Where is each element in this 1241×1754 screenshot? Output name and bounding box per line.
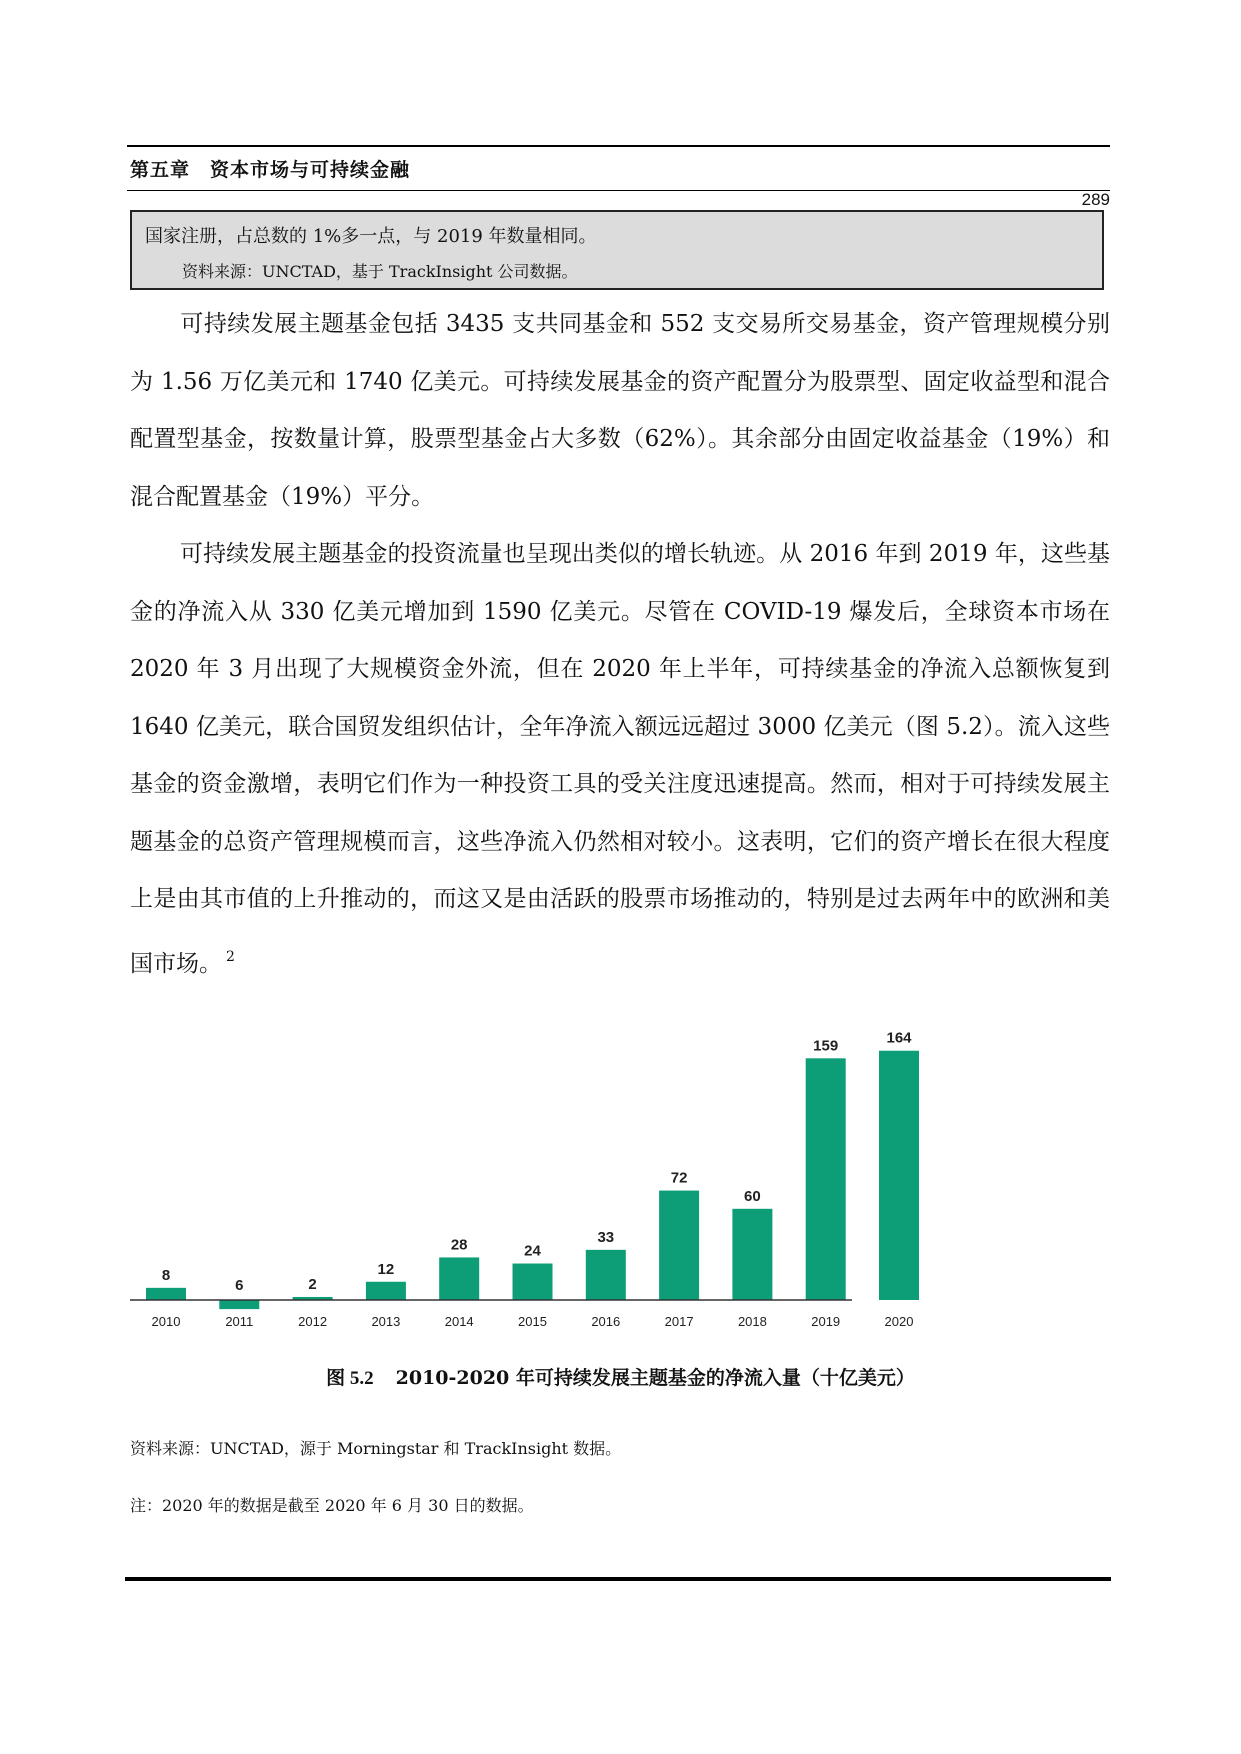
x-tick-2018: 2018 (737, 1314, 767, 1329)
paragraph-1 (130, 296, 1110, 526)
footnote-marker: 2 (226, 948, 235, 965)
data-label-2018: 60 (744, 1187, 761, 1205)
data-label-2011: 6 (235, 1277, 244, 1294)
data-label-2010: 8 (161, 1266, 171, 1284)
data-label-2020: 164 (886, 1029, 912, 1047)
page-number: 289 (1081, 190, 1110, 209)
x-tick-2017: 2017 (664, 1314, 694, 1329)
footer-rule (125, 1577, 1111, 1581)
bar-2015 (513, 1264, 553, 1300)
bar-2013 (366, 1282, 406, 1300)
data-label-2012: 2 (308, 1275, 317, 1293)
box-text: 国家注册，占总数的 1%多一点，与 2019 年数量相同。 (145, 226, 597, 247)
header-top-rule (127, 145, 1110, 147)
bar-2020 (879, 1051, 919, 1300)
bar-2017 (659, 1191, 699, 1300)
data-label-2016: 33 (597, 1228, 615, 1246)
x-tick-2013: 2013 (371, 1314, 401, 1329)
figure-caption (0, 1363, 1241, 1390)
paragraph-2 (130, 526, 1110, 993)
bar-2014 (439, 1257, 479, 1300)
data-label-2015: 24 (524, 1242, 541, 1260)
x-tick-2010: 2010 (151, 1314, 181, 1329)
x-tick-2016: 2016 (591, 1314, 621, 1329)
chapter-title: 第五章 资本市场与可持续金融 (130, 159, 411, 181)
paragraph-1-text: 可持续发展主题基金包括 3435 支共同基金和 552 支交易所交易基金，资产管理规模分别为 1.56 万亿美元和 1740 亿美元。可持续发展基金的资产配置分为股票型、固定收益型和混合配置型基金，按数量计算，股票型基金占大多数（62%）。其余部分由固定收益基金（19%）和混合配置基金（19%）平分。 (130, 311, 1110, 510)
bar-2010 (146, 1288, 186, 1300)
paragraph-2-text: 可持续发展主题基金的投资流量也呈现出类似的增长轨迹。从 2016 年到 2019 年，这些基金的净流入从 330 亿美元增加到 1590 亿美元。尽管在 COVID-19 爆发后，全球资本市场在 2020 年 3 月出现了大规模资金外流，但在 2020 年上半年，可持续基金的净流入总额恢复到 1640 亿美元，联合国贸发组织估计，全年净流入额远远超过 3000 亿美元（图 5.2）。流入这些基金的资金激增，表明它们作为一种投资工具的受关注度迅速提高。然而，相对于可持续发展主题基金的总资产管理规模而言，这些净流入仍然相对较小。这表明，它们的资产增长在很大程度上是由其市值的上升推动的，而这又是由活跃的股票市场推动的，特别是过去两年中的欧洲和美国市场。 (130, 541, 1110, 977)
bar-2011 (219, 1300, 259, 1309)
box-source: 资料来源：UNCTAD，基于 TrackInsight 公司数据。 (182, 262, 578, 281)
data-label-2017: 72 (670, 1169, 688, 1187)
figure-source-note: 资料来源：UNCTAD，源于 Morningstar 和 TrackInsight 数据。 (130, 1439, 622, 1458)
net-inflow-bar-chart (130, 985, 970, 1330)
x-tick-2011: 2011 (225, 1314, 254, 1329)
bar-2019 (806, 1058, 846, 1300)
data-label-2013: 12 (377, 1260, 395, 1278)
x-tick-2015: 2015 (518, 1314, 547, 1329)
continued-text-box (130, 210, 1104, 290)
data-label-2019: 159 (813, 1037, 839, 1055)
figure-data-note: 注：2020 年的数据是截至 2020 年 6 月 30 日的数据。 (130, 1496, 534, 1515)
figure-title: 2010-2020 年可持续发展主题基金的净流入量（十亿美元） (395, 1367, 915, 1389)
x-tick-2020: 2020 (884, 1314, 914, 1329)
bar-2016 (586, 1250, 626, 1300)
bar-2018 (732, 1209, 772, 1300)
data-label-2014: 28 (450, 1236, 468, 1254)
header-bottom-rule (127, 190, 1110, 191)
x-tick-2014: 2014 (444, 1314, 474, 1329)
figure-number: 图 5.2 (326, 1368, 374, 1389)
x-tick-2019: 2019 (811, 1314, 841, 1329)
x-tick-2012: 2012 (298, 1314, 328, 1329)
